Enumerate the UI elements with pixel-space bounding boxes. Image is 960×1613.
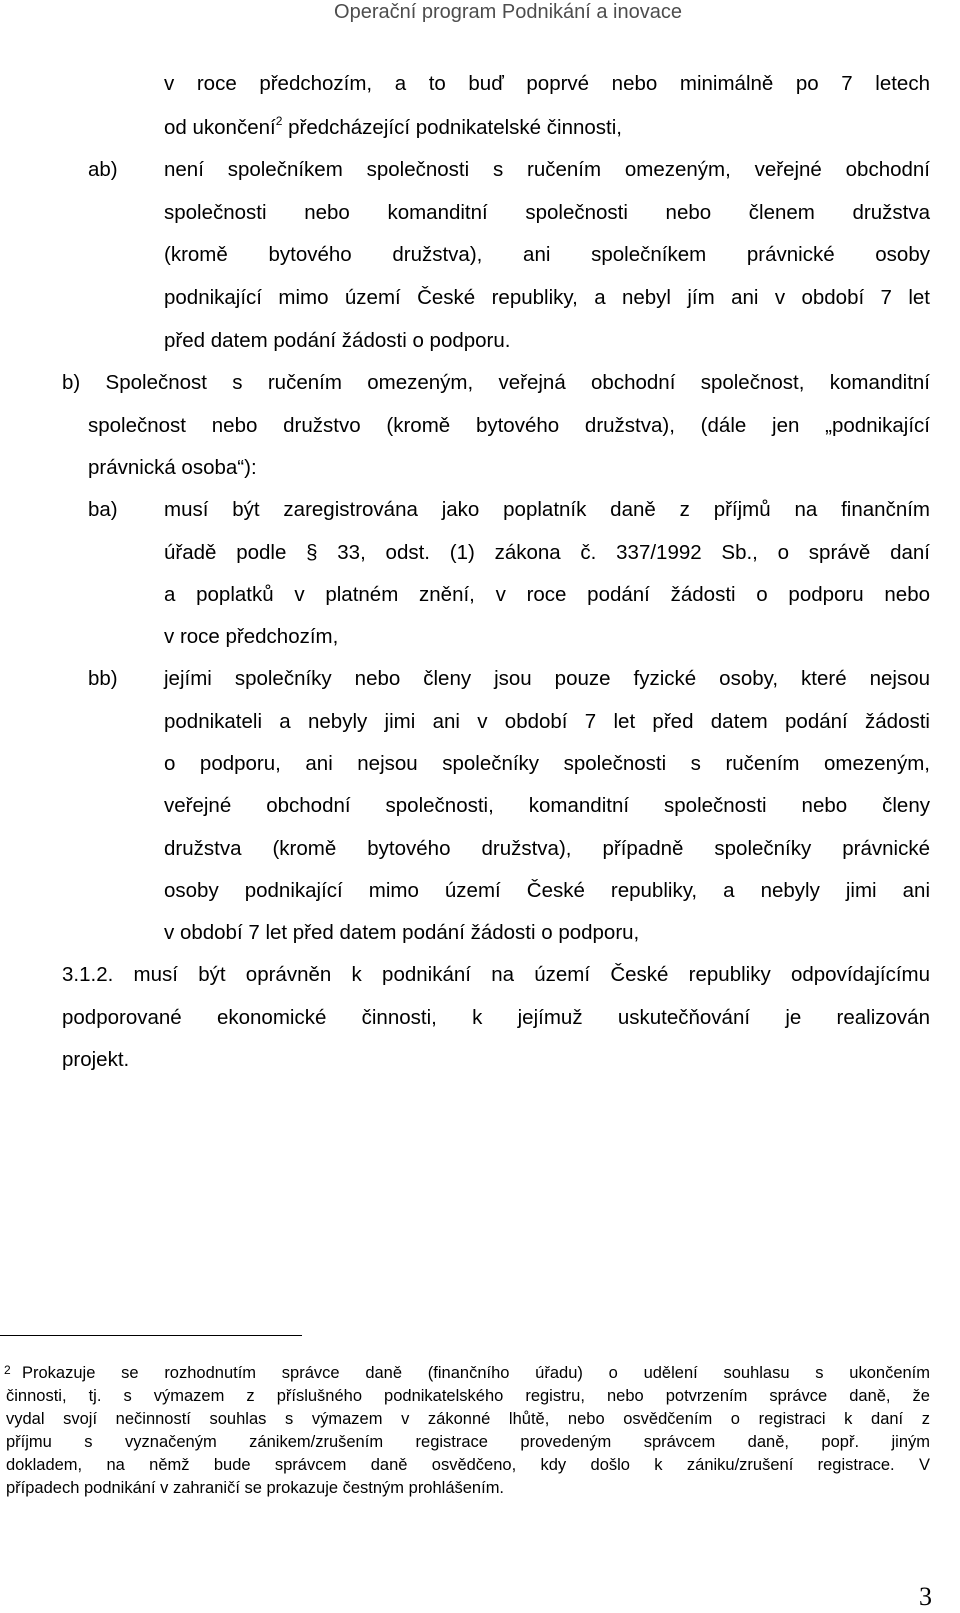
text-line: podnikající mimo území České republiky, a nebyl jím ani v období 7 let — [164, 286, 930, 309]
footnote-separator — [0, 1335, 302, 1336]
text-line: podnikateli a nebyly jimi ani v období 7 let před datem podání žádosti — [164, 710, 930, 733]
text-line: od ukončení$^2$ předcházející podnikatelské činnosti, — [164, 114, 622, 139]
footnote-line: Prokazuje se rozhodnutím správce daně (finančního úřadu) o udělení souhlasu s ukončením — [22, 1364, 930, 1382]
text-line: a poplatků v platném znění, v roce podání žádosti o podporu nebo — [164, 583, 930, 606]
footnote-reference[interactable]: 2 — [275, 114, 283, 128]
footnote-line: činnosti, tj. s výmazem z příslušného podnikatelského registru, nebo potvrzením správce daně, že — [6, 1387, 930, 1405]
text-line: (kromě bytového družstva), ani společníkem právnické osoby — [164, 243, 930, 266]
running-header: Operační program Podnikání a inovace — [334, 1, 682, 23]
text-line: družstva (kromě bytového družstva), případně společníky právnické — [164, 837, 930, 860]
footnote-line: případech podnikání v zahraničí se prokazuje čestným prohlášením. — [6, 1479, 505, 1497]
text-line: veřejné obchodní společnosti, komanditní společnosti nebo členy — [164, 794, 930, 817]
item-label-ba: ba) — [88, 498, 118, 521]
footnote-line: dokladem, na němž bude správcem daně osvědčeno, kdy došlo k zániku/zrušení registrace. V — [6, 1456, 930, 1474]
text-line: o podporu, ani nejsou společníky společnosti s ručením omezeným, — [164, 752, 930, 775]
text-line: podporované ekonomické činnosti, k jejímuž uskutečňování je realizován — [62, 1006, 930, 1029]
item-label-bb: bb) — [88, 667, 118, 690]
text-line: 3.1.2. musí být oprávněn k podnikání na území České republiky odpovídajícímu — [62, 963, 930, 986]
text-line: projekt. — [62, 1048, 130, 1071]
text-line: v roce předchozím, a to buď poprvé nebo minimálně po 7 letech — [164, 72, 930, 95]
text-line: b) Společnost s ručením omezeným, veřejná obchodní společnost, komanditní — [62, 371, 930, 394]
text-line: úřadě podle § 33, odst. (1) zákona č. 337/1992 Sb., o správě daní — [164, 541, 930, 564]
text-line: jejími společníky nebo členy jsou pouze fyzické osoby, které nejsou — [164, 667, 930, 690]
text-line: právnická osoba“): — [88, 456, 257, 479]
text-line: musí být zaregistrována jako poplatník daně z příjmů na finančním — [164, 498, 930, 521]
text-line: společnost nebo družstvo (kromě bytového družstva), (dále jen „podnikající — [88, 414, 930, 437]
text-line: v období 7 let před datem podání žádosti o podporu, — [164, 921, 640, 944]
footnote-line: vydal svojí nečinností souhlas s výmazem v zákonné lhůtě, nebo osvědčením o registraci k daní z — [6, 1410, 930, 1428]
footnote-line: příjmu s vyznačeným zánikem/zrušením registrace provedeným správcem daně, popř. jiným — [6, 1433, 930, 1451]
text-line: před datem podání žádosti o podporu. — [164, 329, 511, 352]
text-line: společnosti nebo komanditní společnosti nebo členem družstva — [164, 201, 930, 224]
text-line: v roce předchozím, — [164, 625, 339, 648]
page-number: 3 — [919, 1582, 932, 1611]
text-line: není společníkem společnosti s ručením omezeným, veřejné obchodní — [164, 158, 930, 181]
footnote-mark: 2 — [4, 1363, 11, 1377]
item-label-ab: ab) — [88, 158, 118, 181]
text-line: osoby podnikající mimo území České republiky, a nebyly jimi ani — [164, 879, 930, 902]
